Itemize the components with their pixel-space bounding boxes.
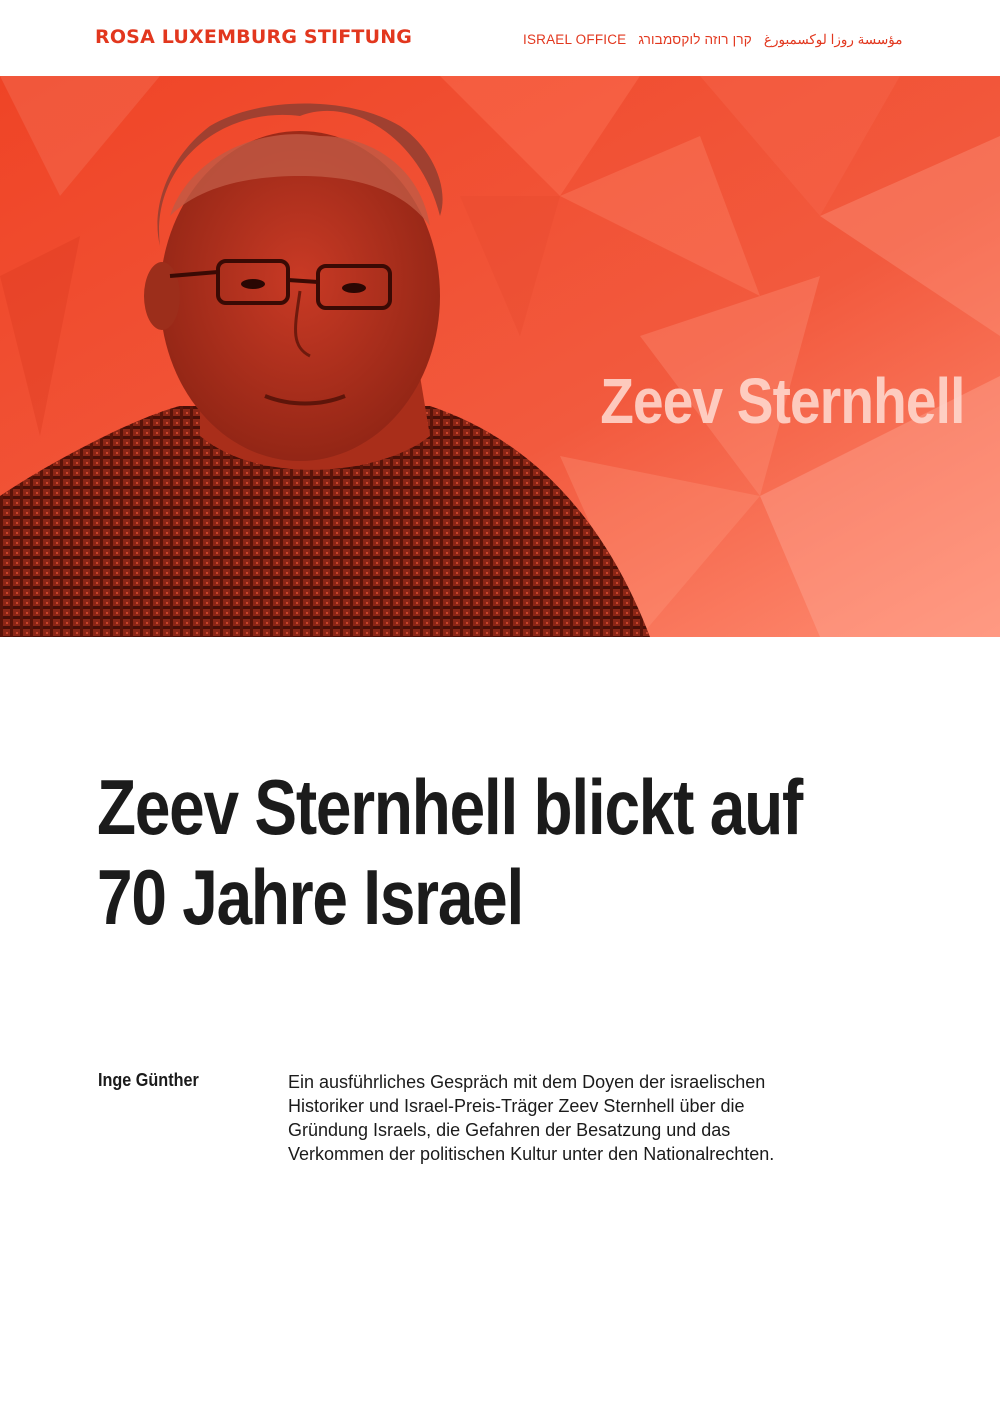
abstract-text: Ein ausführliches Gespräch mit dem Doyen der israelischen Historiker und Israel-Preis-Träger Zeev Sternhell über die Gründung Israels, die Gefahren der Besatzung und das Verkommen der politischen Kultur unter den Nationalrechten. (288, 1072, 775, 1164)
brand-logo: ROSA LUXEMBURG STIFTUNG (95, 26, 413, 48)
author-name: Inge Günther (98, 1070, 199, 1090)
page-title (97, 762, 917, 942)
title-line-1: Zeev Sternhell blickt auf (97, 763, 803, 851)
hero-banner (0, 76, 1000, 637)
hero-name: Zeev Sternhell (599, 365, 964, 437)
title-line-2: 70 Jahre Israel (97, 853, 524, 941)
hero-background (0, 76, 1000, 637)
office-arabic: مؤسسة روزا لوكسمبورغ (763, 32, 903, 47)
office-english: ISRAEL OFFICE (523, 32, 627, 47)
header (0, 0, 1000, 76)
office-hebrew: קרן רוזה לוקסמבורג (638, 32, 752, 47)
office-label (523, 32, 910, 48)
